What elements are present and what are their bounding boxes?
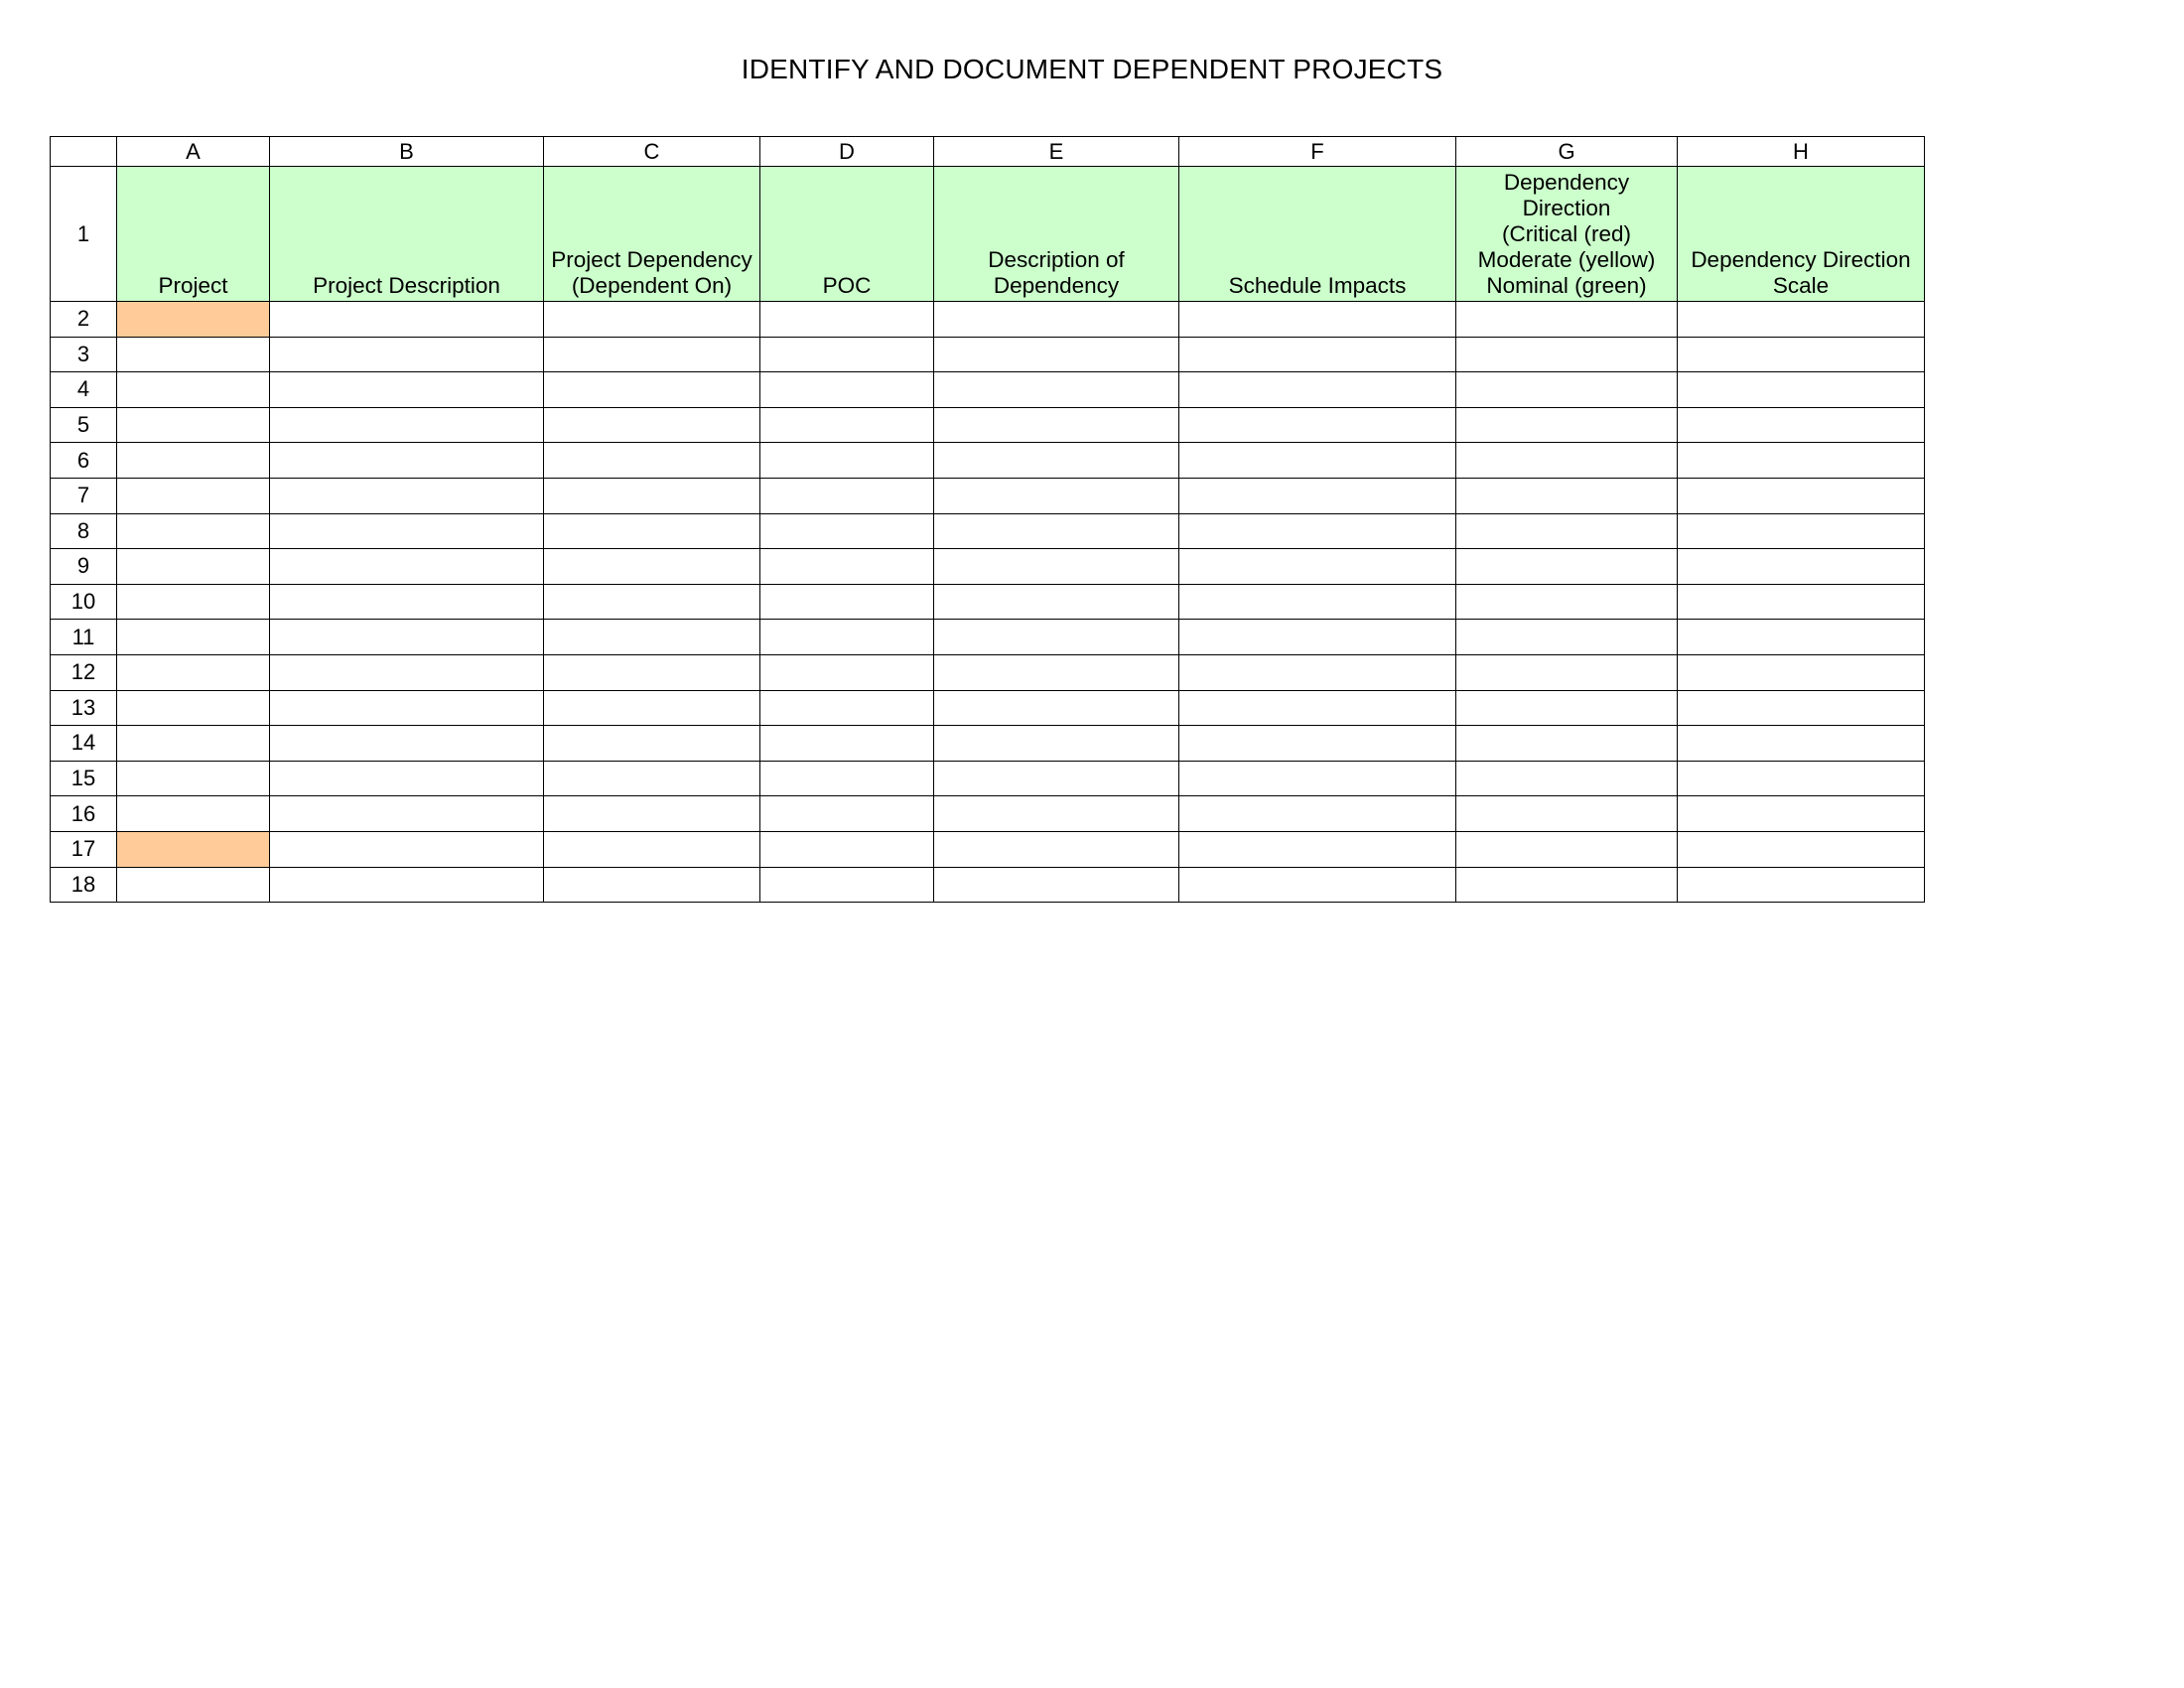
cell-b10[interactable] — [270, 584, 544, 620]
cell-b9[interactable] — [270, 549, 544, 585]
cell-h8[interactable] — [1678, 513, 1925, 549]
cell-f4[interactable] — [1179, 372, 1456, 408]
cell-f5[interactable] — [1179, 407, 1456, 443]
column-header-row — [51, 137, 1925, 167]
row-header[interactable]: 16 — [51, 796, 117, 832]
column-header-f[interactable]: F — [1179, 137, 1456, 167]
table-row — [51, 726, 1925, 762]
cell-e2[interactable] — [934, 302, 1179, 338]
cell-d4[interactable] — [760, 372, 934, 408]
cell-d11[interactable] — [760, 620, 934, 655]
cell-c4[interactable] — [544, 372, 760, 408]
cell-h2[interactable] — [1678, 302, 1925, 338]
cell-d18[interactable] — [760, 867, 934, 903]
cell-f12[interactable] — [1179, 654, 1456, 690]
cell-f7[interactable] — [1179, 478, 1456, 513]
cell-f2[interactable] — [1179, 302, 1456, 338]
table-row — [51, 407, 1925, 443]
cell-f11[interactable] — [1179, 620, 1456, 655]
cell-h9[interactable] — [1678, 549, 1925, 585]
row-header[interactable]: 15 — [51, 761, 117, 796]
column-header-b[interactable]: B — [270, 137, 544, 167]
row-header[interactable]: 17 — [51, 831, 117, 867]
cell-h6[interactable] — [1678, 443, 1925, 479]
column-header-h[interactable]: H — [1678, 137, 1925, 167]
cell-c17[interactable] — [544, 831, 760, 867]
table-row — [51, 690, 1925, 726]
cell-d10[interactable] — [760, 584, 934, 620]
cell-g18[interactable] — [1456, 867, 1678, 903]
cell-a7[interactable] — [117, 478, 270, 513]
cell-b7[interactable] — [270, 478, 544, 513]
row-header[interactable]: 12 — [51, 654, 117, 690]
cell-f3[interactable] — [1179, 337, 1456, 372]
column-header-e[interactable]: E — [934, 137, 1179, 167]
row-header[interactable]: 9 — [51, 549, 117, 585]
cell-d15[interactable] — [760, 761, 934, 796]
header-row — [51, 167, 1925, 302]
header-dependency-direction[interactable]: Dependency Direction (Critical (red) Moderate (yellow) Nominal (green) — [1456, 167, 1678, 302]
cell-a8[interactable] — [117, 513, 270, 549]
cell-d6[interactable] — [760, 443, 934, 479]
cell-d12[interactable] — [760, 654, 934, 690]
table-row — [51, 478, 1925, 513]
column-header-c[interactable]: C — [544, 137, 760, 167]
row-header[interactable]: 8 — [51, 513, 117, 549]
cell-b16[interactable] — [270, 796, 544, 832]
header-schedule-impacts[interactable]: Schedule Impacts — [1179, 167, 1456, 302]
cell-c14[interactable] — [544, 726, 760, 762]
spreadsheet-table — [50, 136, 1925, 903]
cell-d3[interactable] — [760, 337, 934, 372]
row-header[interactable]: 2 — [51, 302, 117, 338]
cell-g11[interactable] — [1456, 620, 1678, 655]
cell-b13[interactable] — [270, 690, 544, 726]
cell-f13[interactable] — [1179, 690, 1456, 726]
cell-e4[interactable] — [934, 372, 1179, 408]
cell-h7[interactable] — [1678, 478, 1925, 513]
cell-b6[interactable] — [270, 443, 544, 479]
cell-g2[interactable] — [1456, 302, 1678, 338]
header-dependency-direction-scale[interactable]: Dependency Direction Scale — [1678, 167, 1925, 302]
page-title: IDENTIFY AND DOCUMENT DEPENDENT PROJECTS — [741, 54, 1443, 84]
column-header-d[interactable]: D — [760, 137, 934, 167]
cell-h18[interactable] — [1678, 867, 1925, 903]
cell-d5[interactable] — [760, 407, 934, 443]
cell-b2[interactable] — [270, 302, 544, 338]
cell-a17[interactable] — [117, 831, 270, 867]
table-row — [51, 761, 1925, 796]
cell-a11[interactable] — [117, 620, 270, 655]
cell-f18[interactable] — [1179, 867, 1456, 903]
cell-f10[interactable] — [1179, 584, 1456, 620]
cell-b15[interactable] — [270, 761, 544, 796]
cell-c11[interactable] — [544, 620, 760, 655]
cell-d14[interactable] — [760, 726, 934, 762]
cell-f16[interactable] — [1179, 796, 1456, 832]
table-row — [51, 654, 1925, 690]
cell-h3[interactable] — [1678, 337, 1925, 372]
cell-d2[interactable] — [760, 302, 934, 338]
cell-h13[interactable] — [1678, 690, 1925, 726]
cell-c9[interactable] — [544, 549, 760, 585]
cell-g4[interactable] — [1456, 372, 1678, 408]
column-header-a[interactable]: A — [117, 137, 270, 167]
cell-f8[interactable] — [1179, 513, 1456, 549]
header-poc[interactable]: POC — [760, 167, 934, 302]
cell-a9[interactable] — [117, 549, 270, 585]
table-row — [51, 443, 1925, 479]
table-row — [51, 337, 1925, 372]
cell-e8[interactable] — [934, 513, 1179, 549]
cell-c18[interactable] — [544, 867, 760, 903]
cell-g12[interactable] — [1456, 654, 1678, 690]
cell-d17[interactable] — [760, 831, 934, 867]
cell-c10[interactable] — [544, 584, 760, 620]
cell-b12[interactable] — [270, 654, 544, 690]
cell-c16[interactable] — [544, 796, 760, 832]
cell-a4[interactable] — [117, 372, 270, 408]
cell-g9[interactable] — [1456, 549, 1678, 585]
cell-b4[interactable] — [270, 372, 544, 408]
cell-e14[interactable] — [934, 726, 1179, 762]
cell-g8[interactable] — [1456, 513, 1678, 549]
cell-e10[interactable] — [934, 584, 1179, 620]
cell-e7[interactable] — [934, 478, 1179, 513]
cell-h17[interactable] — [1678, 831, 1925, 867]
row-header[interactable]: 7 — [51, 478, 117, 513]
row-header[interactable]: 4 — [51, 372, 117, 408]
cell-g16[interactable] — [1456, 796, 1678, 832]
row-header[interactable]: 5 — [51, 407, 117, 443]
cell-g6[interactable] — [1456, 443, 1678, 479]
row-header[interactable]: 10 — [51, 584, 117, 620]
row-header[interactable]: 3 — [51, 337, 117, 372]
cell-e9[interactable] — [934, 549, 1179, 585]
table-row — [51, 867, 1925, 903]
cell-h4[interactable] — [1678, 372, 1925, 408]
cell-c13[interactable] — [544, 690, 760, 726]
cell-g13[interactable] — [1456, 690, 1678, 726]
cell-c5[interactable] — [544, 407, 760, 443]
cell-h16[interactable] — [1678, 796, 1925, 832]
cell-e18[interactable] — [934, 867, 1179, 903]
cell-a2[interactable] — [117, 302, 270, 338]
cell-a6[interactable] — [117, 443, 270, 479]
cell-d7[interactable] — [760, 478, 934, 513]
cell-a14[interactable] — [117, 726, 270, 762]
cell-g7[interactable] — [1456, 478, 1678, 513]
cell-e6[interactable] — [934, 443, 1179, 479]
corner-cell[interactable] — [51, 137, 117, 167]
table-row — [51, 796, 1925, 832]
cell-h15[interactable] — [1678, 761, 1925, 796]
cell-c6[interactable] — [544, 443, 760, 479]
cell-b11[interactable] — [270, 620, 544, 655]
cell-d13[interactable] — [760, 690, 934, 726]
cell-f6[interactable] — [1179, 443, 1456, 479]
cell-e11[interactable] — [934, 620, 1179, 655]
header-project-dependency[interactable]: Project Dependency (Dependent On) — [544, 167, 760, 302]
cell-b17[interactable] — [270, 831, 544, 867]
cell-e12[interactable] — [934, 654, 1179, 690]
cell-h14[interactable] — [1678, 726, 1925, 762]
cell-a18[interactable] — [117, 867, 270, 903]
cell-e17[interactable] — [934, 831, 1179, 867]
cell-c15[interactable] — [544, 761, 760, 796]
row-header-1[interactable]: 1 — [51, 167, 117, 302]
cell-a13[interactable] — [117, 690, 270, 726]
row-header[interactable]: 6 — [51, 443, 117, 479]
cell-b5[interactable] — [270, 407, 544, 443]
cell-f15[interactable] — [1179, 761, 1456, 796]
table-row — [51, 620, 1925, 655]
cell-a15[interactable] — [117, 761, 270, 796]
cell-b3[interactable] — [270, 337, 544, 372]
row-header[interactable]: 13 — [51, 690, 117, 726]
cell-d8[interactable] — [760, 513, 934, 549]
cell-f17[interactable] — [1179, 831, 1456, 867]
cell-d16[interactable] — [760, 796, 934, 832]
cell-a5[interactable] — [117, 407, 270, 443]
cell-c3[interactable] — [544, 337, 760, 372]
table-row — [51, 549, 1925, 585]
cell-a10[interactable] — [117, 584, 270, 620]
header-description-of-dependency[interactable]: Description of Dependency — [934, 167, 1179, 302]
header-project[interactable]: Project — [117, 167, 270, 302]
cell-c2[interactable] — [544, 302, 760, 338]
cell-g3[interactable] — [1456, 337, 1678, 372]
cell-g15[interactable] — [1456, 761, 1678, 796]
cell-g5[interactable] — [1456, 407, 1678, 443]
cell-h5[interactable] — [1678, 407, 1925, 443]
cell-b18[interactable] — [270, 867, 544, 903]
header-project-description[interactable]: Project Description — [270, 167, 544, 302]
cell-g17[interactable] — [1456, 831, 1678, 867]
cell-c8[interactable] — [544, 513, 760, 549]
cell-b14[interactable] — [270, 726, 544, 762]
cell-e5[interactable] — [934, 407, 1179, 443]
cell-a12[interactable] — [117, 654, 270, 690]
cell-c7[interactable] — [544, 478, 760, 513]
cell-h11[interactable] — [1678, 620, 1925, 655]
cell-d9[interactable] — [760, 549, 934, 585]
cell-h10[interactable] — [1678, 584, 1925, 620]
cell-b8[interactable] — [270, 513, 544, 549]
row-header[interactable]: 14 — [51, 726, 117, 762]
row-header[interactable]: 18 — [51, 867, 117, 903]
cell-h12[interactable] — [1678, 654, 1925, 690]
column-header-g[interactable]: G — [1456, 137, 1678, 167]
table-row — [51, 513, 1925, 549]
table-row — [51, 372, 1925, 408]
cell-e13[interactable] — [934, 690, 1179, 726]
cell-a3[interactable] — [117, 337, 270, 372]
cell-g10[interactable] — [1456, 584, 1678, 620]
cell-c12[interactable] — [544, 654, 760, 690]
data-rows — [51, 302, 1925, 903]
cell-f14[interactable] — [1179, 726, 1456, 762]
table-row — [51, 831, 1925, 867]
table-row — [51, 584, 1925, 620]
cell-a16[interactable] — [117, 796, 270, 832]
cell-g14[interactable] — [1456, 726, 1678, 762]
cell-e15[interactable] — [934, 761, 1179, 796]
cell-e16[interactable] — [934, 796, 1179, 832]
cell-f9[interactable] — [1179, 549, 1456, 585]
row-header[interactable]: 11 — [51, 620, 117, 655]
cell-e3[interactable] — [934, 337, 1179, 372]
table-row — [51, 302, 1925, 338]
